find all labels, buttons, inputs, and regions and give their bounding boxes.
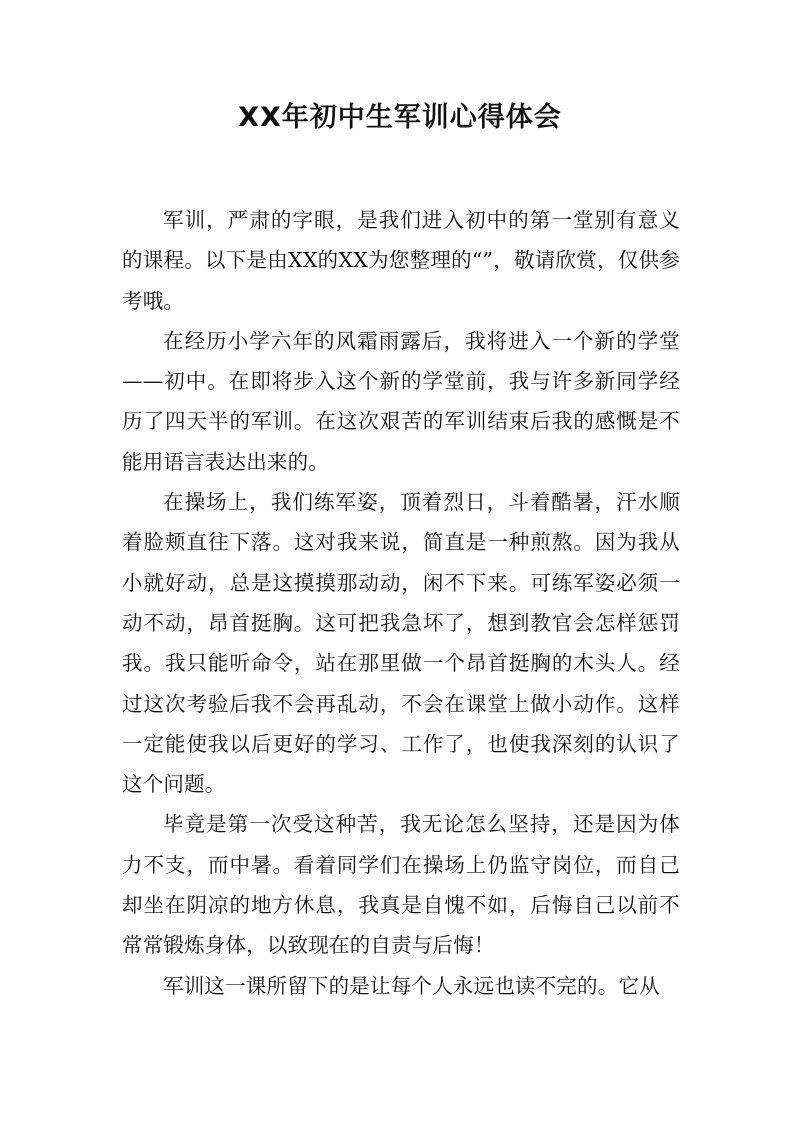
paragraph-5: 军训这一课所留下的是让每个人永远也读不完的。它从 <box>163 973 660 998</box>
document-body <box>122 200 680 1006</box>
paragraph-4: 毕竟是第一次受这种苦，我无论怎么坚持，还是因为体力不支，而中暑。看着同学们在操场上仍监守岗位，而自己却坐在阴凉的地方休息，我真是自愧不如，后悔自己以前不常常锻炼身体，以致现在的自责与后悔！ <box>122 812 680 958</box>
paragraph-2: 在经历小学六年的风霜雨露后，我将进入一个新的学堂——初中。在即将步入这个新的学堂前，我与许多新同学经历了四天半的军训。在这次艰苦的军训结束后我的感慨是不能用语言表达出来的。 <box>122 328 680 474</box>
paragraph-3: 在操场上，我们练军姿，顶着烈日，斗着酷暑，汗水顺着脸颊直往下落。这对我来说，简直是一种煎熬。因为我从小就好动，总是这摸摸那动动，闲不下来。可练军姿必须一动不动，昂首挺胸。这可把我急坏了，想到教官会怎样惩罚我。我只能听命令，站在那里做一个昂首挺胸的木头人。经过这次考验后我不会再乱动，不会在课堂上做小动作。这样一定能使我以后更好的学习、工作了，也使我深刻的认识了这个问题。 <box>122 490 680 797</box>
paragraph-1: 军训，严肃的字眼，是我们进入初中的第一堂别有意义的课程。以下是由XX的XX为您整理的“”，敬请欣赏，仅供参考哦。 <box>122 208 680 313</box>
document-title: XX年初中生军训心得体会 <box>238 102 562 133</box>
